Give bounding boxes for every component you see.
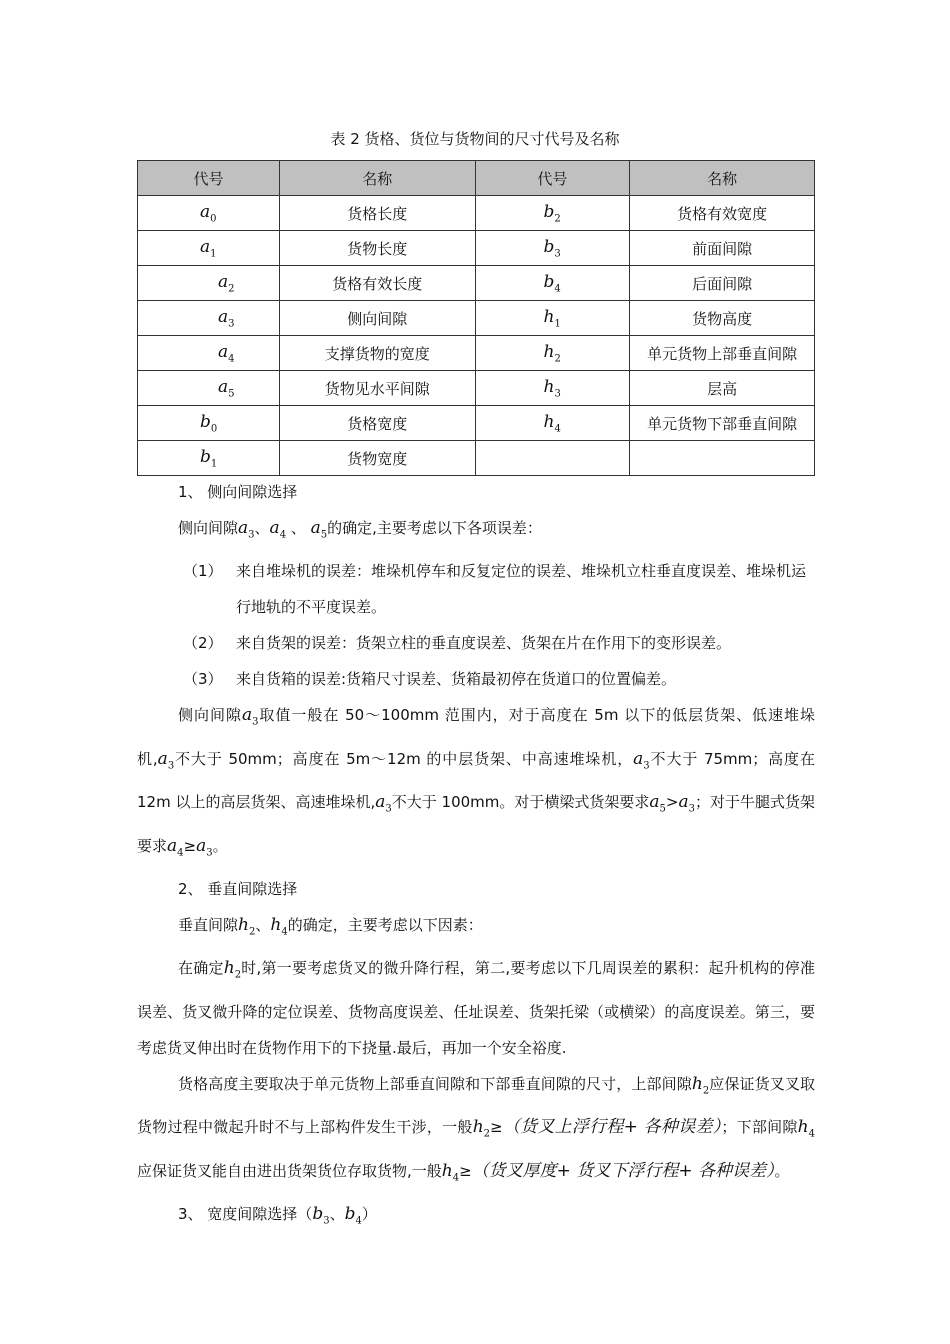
math-symbol: $a_5$ — [218, 376, 235, 400]
math-symbol: $a_5$ — [649, 792, 666, 815]
math-symbol: $h_1$ — [543, 306, 561, 330]
header-name-1: 名称 — [279, 161, 475, 196]
name-cell: 货格宽度 — [279, 406, 475, 441]
math-symbol: $a_3$ — [157, 748, 175, 772]
code-cell — [138, 231, 280, 266]
math-symbol: $a_4$ — [218, 341, 235, 365]
list-item — [137, 553, 815, 625]
math-symbol: $a_3$ — [218, 306, 235, 330]
code-cell — [138, 196, 280, 231]
name-cell: 支撑货物的宽度 — [279, 336, 475, 371]
math-subscript: 4 — [279, 529, 287, 541]
list-text: 来自货架的误差：货架立柱的垂直度误差、货架在片在作用下的变形误差。 — [236, 634, 732, 653]
math-symbol: $b_3$ — [312, 1203, 330, 1227]
math-subscript: 2 — [228, 283, 235, 295]
math-subscript: 4 — [355, 1215, 362, 1227]
math-subscript: 3 — [252, 716, 259, 728]
math-subscript: 2 — [248, 926, 256, 938]
math-subscript: 3 — [643, 760, 650, 772]
math-subscript: 3 — [323, 1215, 330, 1227]
math-subscript: 3 — [554, 248, 561, 260]
name-cell: 货格长度 — [279, 196, 475, 231]
name-cell: 货物宽度 — [279, 441, 475, 476]
math-subscript: 4 — [808, 1128, 815, 1140]
paragraph: 2、 垂直间隙选择 — [178, 879, 298, 898]
name-cell — [630, 441, 815, 476]
table-row — [138, 301, 815, 336]
math-subscript: 0 — [210, 213, 217, 225]
math-symbol: $h_4$ — [270, 914, 288, 938]
math-subscript: 5 — [228, 388, 235, 400]
math-symbol: $h_2$ — [472, 1117, 491, 1140]
table-row — [138, 406, 815, 441]
table-row — [138, 336, 815, 371]
name-cell: 货物长度 — [279, 231, 475, 266]
formula-text: （货叉上浮行程+ 各种误差） — [502, 1117, 722, 1138]
math-symbol: $a_3$ — [633, 748, 650, 772]
math-symbol: $b_2$ — [543, 201, 561, 225]
math-symbol: $a_3$ — [196, 835, 213, 858]
code-cell — [138, 266, 280, 301]
math-symbol: $a_1$ — [200, 236, 217, 260]
math-subscript: 3 — [248, 529, 255, 541]
math-symbol: $a_3$ — [375, 792, 392, 815]
name-cell: 货格有效长度 — [279, 266, 475, 301]
name-cell: 侧向间隙 — [279, 301, 475, 336]
math-subscript: 2 — [554, 213, 561, 225]
name-cell: 货物见水平间隙 — [279, 371, 475, 406]
name-cell: 货物高度 — [630, 301, 815, 336]
paragraph: 货格高度主要取决于单元货物上部垂直间隙和下部垂直间隙的尺寸，上部间隙$h_2$应保证货叉叉取货物过程中微起升时不与上部构件发生干涉，一般$h_2\ge$（货叉上浮行程+ 各种误差）；下部间隙$h_4$应保证货叉能自由进出货架货位存取货物,一般$h_4\ge$（货叉厚度+ 货叉下浮行程+ 各种误差）。 — [137, 1073, 815, 1183]
header-code-2: 代号 — [475, 161, 630, 196]
header-code-1: 代号 — [138, 161, 280, 196]
list-number: （2） — [183, 634, 223, 653]
code-cell — [475, 301, 630, 336]
math-subscript: 2 — [234, 969, 242, 981]
math-subscript: 3 — [385, 803, 392, 815]
code-cell — [475, 336, 630, 371]
math-subscript: 3 — [167, 760, 175, 772]
document-body — [137, 474, 815, 1239]
math-symbol: $h_2$ — [691, 1073, 710, 1097]
math-symbol: $a_0$ — [200, 201, 217, 225]
math-subscript: 1 — [554, 318, 561, 330]
math-subscript: 1 — [210, 458, 218, 470]
math-symbol: $b_0$ — [200, 411, 218, 435]
math-subscript: 2 — [554, 353, 561, 365]
code-cell — [138, 441, 280, 476]
paragraph: 1、 侧向间隙选择 — [178, 483, 298, 501]
name-cell: 后面间隙 — [630, 266, 815, 301]
math-symbol: $h_4$ — [543, 411, 561, 435]
math-symbol: $a_5$ — [310, 518, 328, 541]
paragraph: 在确定$h_2$时,第一要考虑货叉的微升降行程，第二,要考虑以下几周误差的累积：起升机构的停准误差、货叉微升降的定位误差、货物高度误差、任址误差、货架托梁（或横梁）的高度误差。第三，要考虑货叉伸出时在货物作用下的下挠量.最后，再加一个安全裕度. — [137, 958, 815, 1057]
math-subscript: 4 — [281, 926, 288, 938]
math-subscript: 4 — [554, 423, 561, 435]
name-cell: 前面间隙 — [630, 231, 815, 266]
code-cell — [138, 336, 280, 371]
math-subscript: 3 — [688, 803, 695, 815]
list-text: 来自堆垛机的误差：堆垛机停车和反复定位的误差、堆垛机立柱垂直度误差、堆垛机运行地轨的不平度误差。 — [236, 562, 807, 617]
formula-text: （货叉厚度+ 货叉下浮行程+ 各种误差） — [471, 1160, 775, 1181]
table-caption: 表 2 货格、货位与货物间的尺寸代号及名称 — [330, 130, 620, 148]
math-subscript: 3 — [206, 846, 213, 858]
list-text: 来自货箱的误差:货箱尺寸误差、货箱最初停在货道口的位置偏差。 — [236, 670, 677, 689]
code-cell — [138, 371, 280, 406]
math-symbol: $a_4$ — [167, 835, 184, 858]
math-subscript: 4 — [177, 846, 184, 858]
math-symbol: $h_2$ — [543, 341, 561, 365]
table-row — [138, 196, 815, 231]
table-row — [138, 266, 815, 301]
math-subscript: 5 — [659, 803, 666, 815]
math-symbol: $b_4$ — [344, 1203, 362, 1227]
name-cell: 层高 — [630, 371, 815, 406]
list-item — [137, 661, 815, 697]
name-cell: 单元货物上部垂直间隙 — [630, 336, 815, 371]
table-row — [138, 441, 815, 476]
math-symbol: $a_2$ — [218, 271, 235, 295]
math-symbol: $h_2$ — [223, 958, 242, 981]
math-symbol: $h_4$ — [797, 1117, 815, 1140]
math-subscript: 0 — [210, 423, 218, 435]
paragraph: 垂直间隙$h_2$、$h_4$的确定，主要考虑以下因素： — [178, 914, 483, 938]
code-cell — [138, 301, 280, 336]
math-symbol: $a_4$ — [269, 518, 287, 541]
header-name-2: 名称 — [630, 161, 815, 196]
list-number: （3） — [183, 670, 223, 689]
code-cell — [475, 371, 630, 406]
math-symbol: $a_3$ — [241, 705, 259, 728]
math-symbol: $h_4$ — [441, 1160, 460, 1183]
math-subscript: 1 — [210, 248, 217, 260]
table-row — [138, 371, 815, 406]
list-number: （1） — [183, 562, 223, 581]
math-subscript: 3 — [554, 388, 561, 400]
math-symbol: $b_3$ — [543, 236, 561, 260]
math-subscript: 4 — [228, 353, 235, 365]
paragraph: 侧向间隙$a_3$、$a_4$ 、 $a_5$的确定,主要考虑以下各项误差： — [178, 518, 542, 541]
code-cell — [475, 266, 630, 301]
math-symbol: $a_3$ — [238, 518, 255, 541]
math-subscript: 5 — [320, 529, 328, 541]
name-cell: 单元货物下部垂直间隙 — [630, 406, 815, 441]
paragraph: 侧向间隙$a_3$取值一般在 50～100mm 范围内，对于高度在 5m 以下的低层货架、低速堆垛机$,a_3$不大于 50mm；高度在 5m～12m 的中层货架、中高速堆垛机，$a_3$不大于 75mm；高度在 12m 以上的高层货架、高速堆垛机$,a_3$不大于 100mm。对于横梁式货架要求$a_5>a_3$；对于牛腿式货架要求$a_4\ge a_3$。 — [137, 705, 816, 858]
math-symbol: $a_3$ — [678, 792, 695, 815]
table-row — [138, 231, 815, 266]
code-cell — [475, 441, 630, 476]
code-cell — [475, 231, 630, 266]
code-cell — [138, 406, 280, 441]
math-subscript: 3 — [228, 318, 235, 330]
math-symbol: $h_3$ — [543, 376, 561, 400]
paragraph: 3、 宽度间隙选择（$b_3$、$b_4$） — [178, 1203, 377, 1227]
code-cell — [475, 406, 630, 441]
dimension-code-table — [137, 160, 815, 476]
math-symbol: $h_2$ — [238, 914, 256, 938]
math-subscript: 4 — [554, 283, 561, 295]
code-cell — [475, 196, 630, 231]
math-subscript: 2 — [483, 1128, 491, 1140]
math-symbol: $b_4$ — [543, 271, 561, 295]
table-header-row — [138, 161, 815, 196]
math-subscript: 4 — [452, 1171, 460, 1183]
name-cell: 货格有效宽度 — [630, 196, 815, 231]
list-item — [137, 625, 815, 661]
math-subscript: 2 — [702, 1085, 710, 1097]
math-symbol: $b_1$ — [200, 446, 218, 470]
